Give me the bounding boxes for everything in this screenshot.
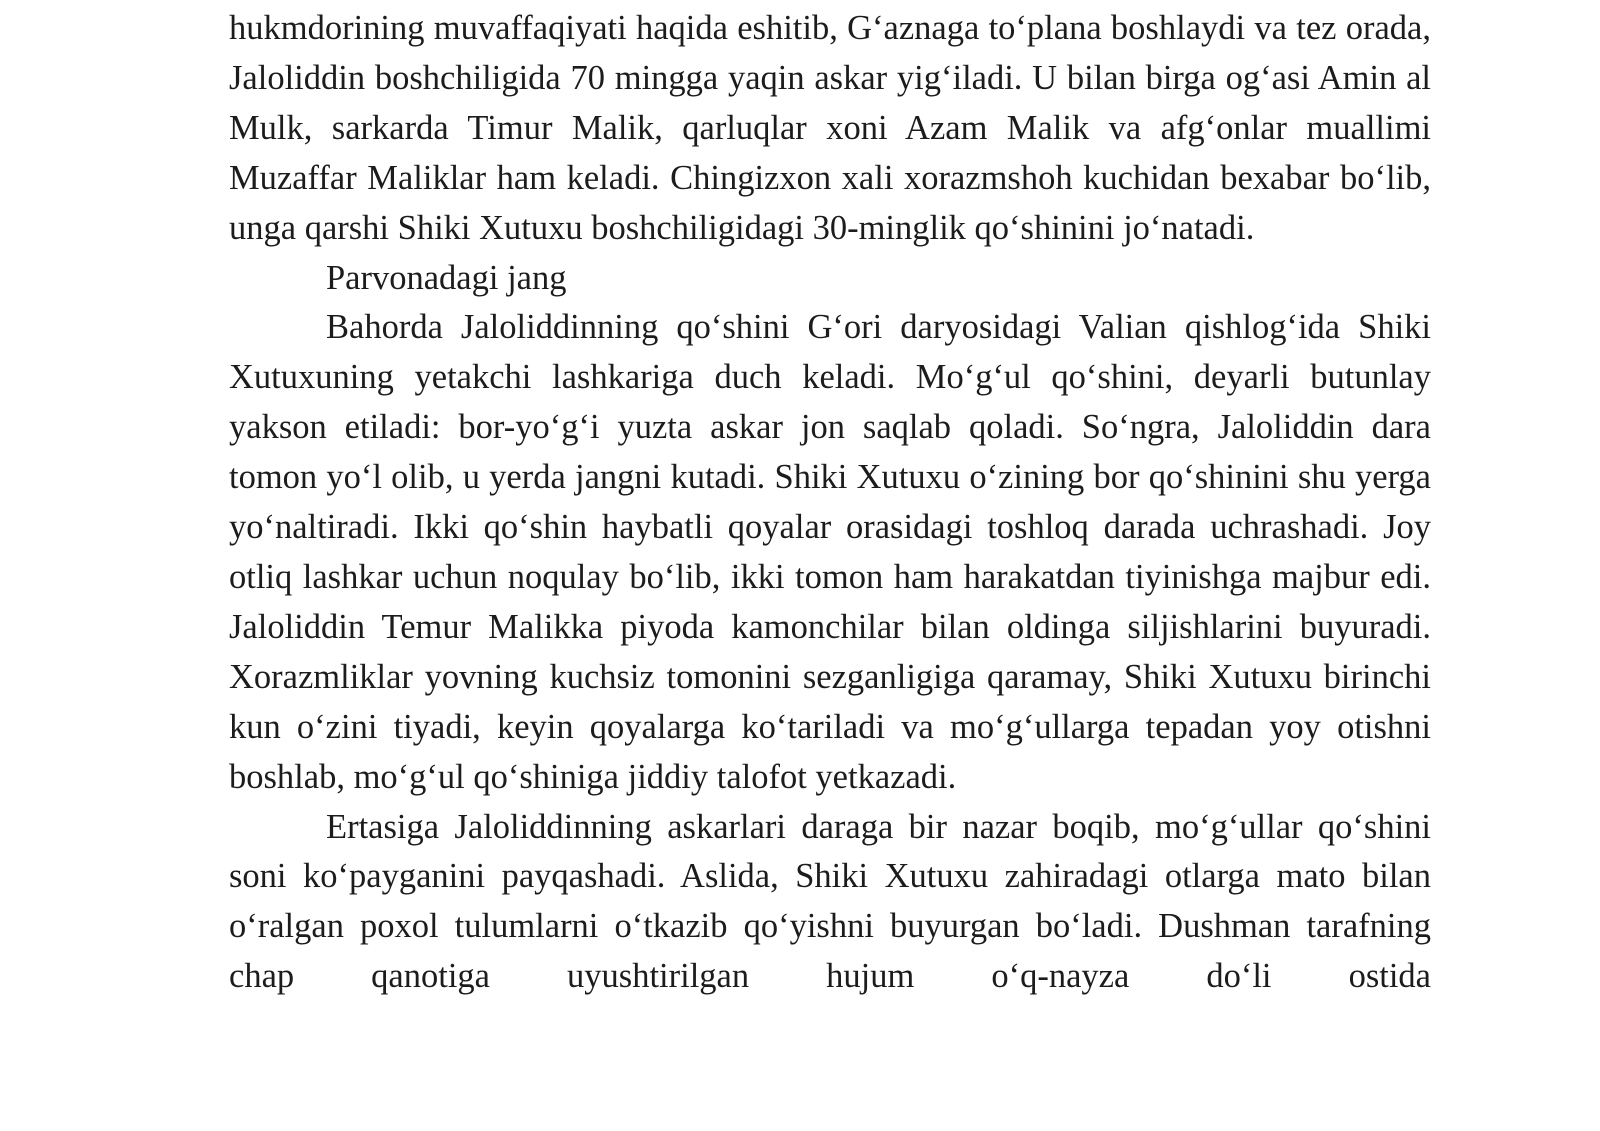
document-page bbox=[229, 4, 1431, 1002]
paragraph-next-day: Ertasiga Jaloliddinning askarlari daraga bir nazar boqib, mo‘g‘ullar qo‘shini soni ko‘payganini payqashadi. Aslida, Shiki Xutuxu zahiradagi otlarga mato bilan o‘ralgan poxol tulumlarni o‘tkazib qo‘yishni buyurgan bo‘ladi. Dushman tarafning chap qanotiga uyushtirilgan hujum o‘q-nayza do‘li ostida bbox=[229, 807, 1431, 996]
paragraph-intro: hukmdorining muvaffaqiyati haqida eshitib, G‘aznaga to‘plana boshlaydi va tez orada, Jaloliddin boshchiligida 70 mingga yaqin askar yig‘iladi. U bilan birga og‘asi Amin al Mulk, sarkarda Timur Malik, qarluqlar xoni Azam Malik va afg‘onlar muallimi Muzaffar Maliklar ham keladi. Chingizxon xali xorazmshoh kuchidan bexabar bo‘lib, unga qarshi Shiki Xutuxu boshchiligidagi 30-minglik qo‘shinini jo‘natadi. bbox=[229, 9, 1431, 247]
paragraph-battle: Bahorda Jaloliddinning qo‘shini G‘ori daryosidagi Valian qishlog‘ida Shiki Xutuxuning yetakchi lashkariga duch keladi. Mo‘g‘ul qo‘shini, deyarli butunlay yakson etiladi: bor-yo‘g‘i yuzta askar jon saqlab qoladi. So‘ngra, Jaloliddin dara tomon yo‘l olib, u yerda jangni kutadi. Shiki Xutuxu o‘zining bor qo‘shinini shu yerga yo‘naltiradi. Ikki qo‘shin haybatli qoyalar orasidagi toshloq darada uchrashadi. Joy otliq lashkar uchun noqulay bo‘lib, ikki tomon ham harakatdan tiyinishga majbur edi. Jaloliddin Temur Malikka piyoda kamonchilar bilan oldinga siljishlarini buyuradi. Xorazmliklar yovning kuchsiz tomonini sezganligiga qaramay, Shiki Xutuxu birinchi kun o‘zini tiyadi, keyin qoyalarga ko‘tariladi va mo‘g‘ullarga tepadan yoy otishni boshlab, mo‘g‘ul qo‘shiniga jiddiy talofot yetkazadi. bbox=[229, 308, 1431, 796]
section-heading: Parvonadagi jang bbox=[326, 258, 567, 297]
